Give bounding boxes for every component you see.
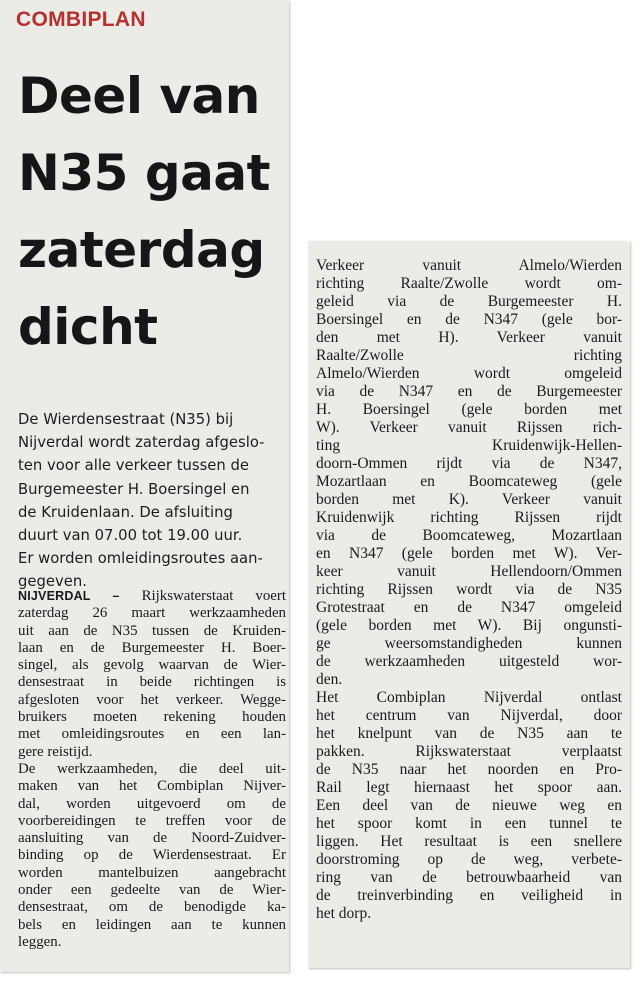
right-line: Raalte/Zwolle richting	[316, 347, 622, 364]
right-line: pakken. Rijkswaterstaat verplaatst	[316, 743, 622, 760]
body-line: densestraat in beide richtingen is	[18, 674, 286, 691]
right-line: Mozartlaan en Boomcateweg (gele	[316, 473, 622, 490]
body-line: bels en leidingen aan te kunnen	[18, 916, 286, 933]
body-line: laan en de Burgemeester H. Boer-	[18, 639, 286, 656]
body-text-span: Rijkswaterstaat voert	[119, 588, 286, 604]
right-line: Een deel van de nieuwe weg en	[316, 797, 622, 814]
right-line: Boersingel en de N347 (gele bor-	[316, 311, 622, 328]
body-line: leggen.	[18, 933, 62, 950]
lead-line: Er worden omleidingsroutes aan-	[18, 550, 263, 568]
right-line: den met H). Verkeer vanuit	[316, 329, 622, 346]
headline-line: zaterdag	[18, 221, 265, 279]
right-line: Kruidenwijk richting Rijssen rijdt	[316, 509, 622, 526]
body-line: worden mantelbuizen aangebracht	[18, 864, 286, 881]
right-column-text	[316, 257, 622, 923]
right-line: ge weersomstandigheden kunnen	[316, 635, 622, 652]
body-line: afgesloten voor het verkeer. Wegge-	[18, 691, 286, 708]
article-body	[18, 588, 286, 951]
right-line: ting Kruidenwijk-Hellen-	[316, 437, 622, 454]
headline-line: dicht	[18, 298, 158, 356]
body-line: onder een gedeelte van de Wier-	[18, 882, 286, 899]
right-line: doorn-Ommen rijdt via de N347,	[316, 455, 622, 472]
lead-line: Nijverdal wordt zaterdag afgeslo-	[18, 434, 265, 452]
right-line: keer vanuit Hellendoorn/Ommen	[316, 563, 622, 580]
body-line: aansluiting van de Noord-Zuidver-	[18, 830, 286, 847]
right-line: richting Rijssen wordt via de N35	[316, 581, 622, 598]
right-line: en N347 (gele borden met W). Ver-	[316, 545, 622, 562]
right-line: W). Verkeer vanuit Rijssen rich-	[316, 419, 622, 436]
right-line: via de N347 en de Burgemeester	[316, 383, 622, 400]
body-first-line	[18, 588, 286, 605]
body-line: dal, worden uitgevoerd om de	[18, 795, 286, 812]
body-line: bruikers moeten rekening houden	[18, 709, 286, 726]
right-line: richting Raalte/Zwolle wordt om-	[316, 275, 622, 292]
right-line: Het Combiplan Nijverdal ontlast	[316, 689, 622, 706]
body-line: met omleidingsroutes en een lan-	[18, 726, 286, 743]
headline-line: Deel van	[18, 67, 260, 125]
right-line: de werkzaamheden uitgesteld wor-	[316, 653, 622, 670]
body-line: densestraat, om de benodigde ka-	[18, 899, 286, 916]
right-line: Rail legt hiernaast het spoor aan.	[316, 779, 622, 796]
body-line: binding op de Wierdensestraat. Er	[18, 847, 286, 864]
right-line: via de Boomcateweg, Mozartlaan	[316, 527, 622, 544]
right-line: de treinverbinding en veiligheid in	[316, 887, 622, 904]
lead-line: Burgemeester H. Boersingel en	[18, 480, 250, 498]
lead-line: de Kruidenlaan. De afsluiting	[18, 503, 233, 521]
right-line: doorstroming op de weg, verbete-	[316, 851, 622, 868]
body-line: singel, als gevolg waarvan de Wier-	[18, 657, 286, 674]
body-line: De werkzaamheden, die deel uit-	[18, 760, 286, 777]
right-line: het dorp.	[316, 905, 372, 922]
lead-paragraph	[18, 408, 286, 594]
headline	[18, 58, 286, 366]
right-line: den.	[316, 671, 343, 688]
lead-line: ten voor alle verkeer tussen de	[18, 457, 249, 475]
body-line: uit aan de N35 tussen de Kruiden-	[18, 622, 286, 639]
right-line: Almelo/Wierden wordt omgeleid	[316, 365, 622, 382]
right-line: liggen. Het resultaat is een snellere	[316, 833, 622, 850]
right-line: borden met K). Verkeer vanuit	[316, 491, 622, 508]
kicker: COMBIPLAN	[16, 8, 146, 31]
right-line: geleid via de Burgemeester H.	[316, 293, 622, 310]
right-line: de N35 naar het noorden en Pro-	[316, 761, 622, 778]
body-line: maken van het Combiplan Nijver-	[18, 778, 286, 795]
headline-line: N35 gaat	[18, 144, 271, 202]
right-line: ring van de betrouwbaarheid van	[316, 869, 622, 886]
right-line: Grotestraat en de N347 omgeleid	[316, 599, 622, 616]
lead-line: duurt van 07.00 tot 19.00 uur.	[18, 527, 243, 545]
lead-line: gegeven.	[18, 573, 87, 591]
body-line: zaterdag 26 maart werkzaamheden	[18, 605, 286, 622]
dateline: NIJVERDAL –	[18, 589, 120, 603]
right-line: het spoor komt in een tunnel te	[316, 815, 622, 832]
right-line: (gele borden met W). Bij ongunsti-	[316, 617, 622, 634]
right-line: het knelpunt van de N35 aan te	[316, 725, 622, 742]
right-line: H. Boersingel (gele borden met	[316, 401, 622, 418]
right-line: Verkeer vanuit Almelo/Wierden	[316, 257, 622, 274]
body-line: gere reistijd.	[18, 743, 93, 760]
right-line: het centrum van Nijverdal, door	[316, 707, 622, 724]
lead-line: De Wierdensestraat (N35) bij	[18, 411, 234, 428]
body-line: voorbereidingen te treffen voor de	[18, 812, 286, 829]
